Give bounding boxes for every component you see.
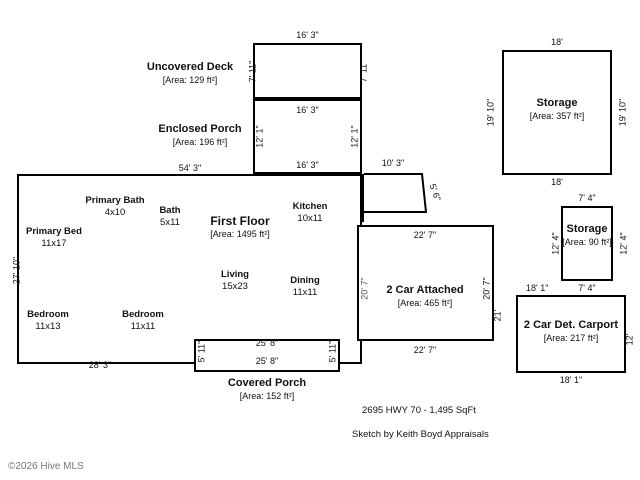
storage-large-bottom-dim: 18'	[551, 177, 563, 187]
uncovered-deck-name: Uncovered Deck	[146, 61, 234, 73]
two-car-attached-name: 2 Car Attached	[386, 284, 464, 296]
two-car-attached-bottom-dim: 22' 7"	[413, 345, 437, 355]
storage-small-bottom-dim: 7' 4"	[578, 283, 596, 293]
storage-large-area: [Area: 357 ft²]	[529, 111, 585, 121]
enclosed-porch-left-dim: 12' 1"	[254, 125, 265, 148]
room-dining-dim: 11x11	[292, 287, 318, 298]
storage-small-left-dim-text: 12' 4"	[550, 232, 561, 255]
storage-small-area: [Area: 90 ft²]	[562, 237, 612, 247]
room-bath	[140, 205, 200, 229]
covered-porch-top-dim: 25' 8"	[255, 338, 279, 348]
room-living-dim: 15x23	[222, 281, 248, 292]
storage-small-extra-dim: 18' 1"	[526, 283, 549, 293]
nook-diag-dim: 5' 6"	[427, 182, 443, 203]
uncovered-deck-right-dim: 7' 11"	[358, 60, 369, 83]
nook-notch-outline	[360, 166, 440, 226]
room-bedroom-1-dim: 11x13	[35, 321, 61, 332]
room-bath-dim: 5x11	[160, 217, 180, 228]
enclosed-porch-bottom-dim: 16' 3"	[296, 160, 319, 170]
storage-large-left-dim-text: 19' 10"	[485, 98, 496, 127]
covered-porch-left-dim: 5' 11"	[196, 340, 207, 363]
carport-right-dim-text: 12'	[624, 333, 635, 346]
storage-large-name: Storage	[536, 97, 578, 109]
enclosed-porch-top-dim: 16' 3"	[296, 105, 319, 115]
uncovered-deck-label	[130, 60, 250, 86]
two-car-attached-right-dim-text: 20' 7"	[481, 277, 492, 300]
room-primary-bath-name: Primary Bath	[85, 195, 145, 206]
storage-small-right-dim-text: 12' 4"	[618, 232, 629, 255]
covered-porch-area: [Area: 152 ft²]	[239, 391, 295, 401]
room-primary-bed-name: Primary Bed	[26, 226, 82, 237]
storage-large-top-dim: 18'	[551, 37, 563, 47]
room-kitchen	[275, 201, 345, 225]
two-car-attached-far-right-dim	[493, 296, 504, 336]
two-car-attached-area: [Area: 465 ft²]	[397, 298, 453, 308]
room-bedroom-2-dim: 11x11	[130, 321, 156, 332]
storage-small-name: Storage	[566, 223, 608, 235]
enclosed-porch-name: Enclosed Porch	[158, 123, 242, 135]
first-floor-area: [Area: 1495 ft²]	[210, 229, 270, 239]
room-bedroom-2	[110, 309, 176, 333]
uncovered-deck-shape	[253, 43, 362, 99]
room-bedroom-2-name: Bedroom	[122, 309, 164, 320]
room-bedroom-1-name: Bedroom	[27, 309, 69, 320]
enclosed-porch-area: [Area: 196 ft²]	[172, 137, 228, 147]
nook-top-dim: 10' 3"	[381, 158, 405, 168]
room-kitchen-dim: 10x11	[297, 213, 323, 224]
carport-name: 2 Car Det. Carport	[523, 319, 619, 331]
uncovered-deck-left-dim: 7' 11"	[247, 60, 258, 83]
room-bath-name: Bath	[159, 205, 181, 216]
room-bedroom-1	[15, 309, 81, 333]
two-car-attached-left-dim-text: 20' 7"	[359, 277, 370, 300]
storage-large-right-dim-text: 19' 10"	[617, 98, 628, 127]
watermark: ©2026 Hive MLS	[8, 461, 84, 472]
first-floor-name: First Floor	[210, 214, 270, 228]
room-living	[200, 269, 270, 293]
room-primary-bed-dim: 11x17	[41, 238, 67, 249]
storage-small-top-dim: 7' 4"	[578, 193, 596, 203]
room-dining-name: Dining	[290, 275, 320, 286]
room-primary-bath-dim: 4x10	[104, 207, 126, 218]
two-car-attached-label	[360, 283, 490, 309]
carport-right-dim	[625, 320, 636, 360]
two-car-attached-top-dim: 22' 7"	[413, 230, 437, 240]
room-dining	[275, 275, 335, 299]
room-living-name: Living	[221, 269, 249, 280]
covered-porch-bottom-dim: 25' 8"	[255, 356, 279, 366]
enclosed-porch-right-dim: 12' 1"	[349, 125, 360, 148]
carport-area: [Area: 217 ft²]	[543, 333, 599, 343]
first-floor-left-dim-text: 27' 10"	[11, 256, 22, 285]
first-floor-top-dim: 54' 3"	[178, 163, 202, 173]
first-floor-left-dim	[12, 246, 23, 296]
storage-large-right-dim	[618, 88, 629, 138]
storage-large-left-dim	[486, 88, 497, 138]
uncovered-deck-area: [Area: 129 ft²]	[162, 75, 218, 85]
covered-porch-label	[202, 376, 332, 402]
first-floor-bottom-dim: 28' 3"	[88, 360, 112, 370]
storage-large-label	[507, 96, 607, 122]
storage-small-label	[537, 222, 637, 248]
two-car-attached-far-right-dim-text: 21'	[492, 309, 503, 322]
room-kitchen-name: Kitchen	[292, 201, 328, 212]
covered-porch-right-dim: 5' 11"	[327, 340, 338, 363]
carport-label	[516, 318, 626, 344]
footer-credit: Sketch by Keith Boyd Appraisals	[352, 429, 489, 440]
room-primary-bed	[14, 226, 94, 250]
enclosed-porch-label	[145, 122, 255, 148]
carport-bottom-dim: 18' 1"	[559, 375, 583, 385]
covered-porch-name: Covered Porch	[227, 377, 307, 389]
uncovered-deck-top-dim: 16' 3"	[296, 30, 319, 40]
footer-address: 2695 HWY 70 - 1,495 SqFt	[362, 405, 476, 416]
